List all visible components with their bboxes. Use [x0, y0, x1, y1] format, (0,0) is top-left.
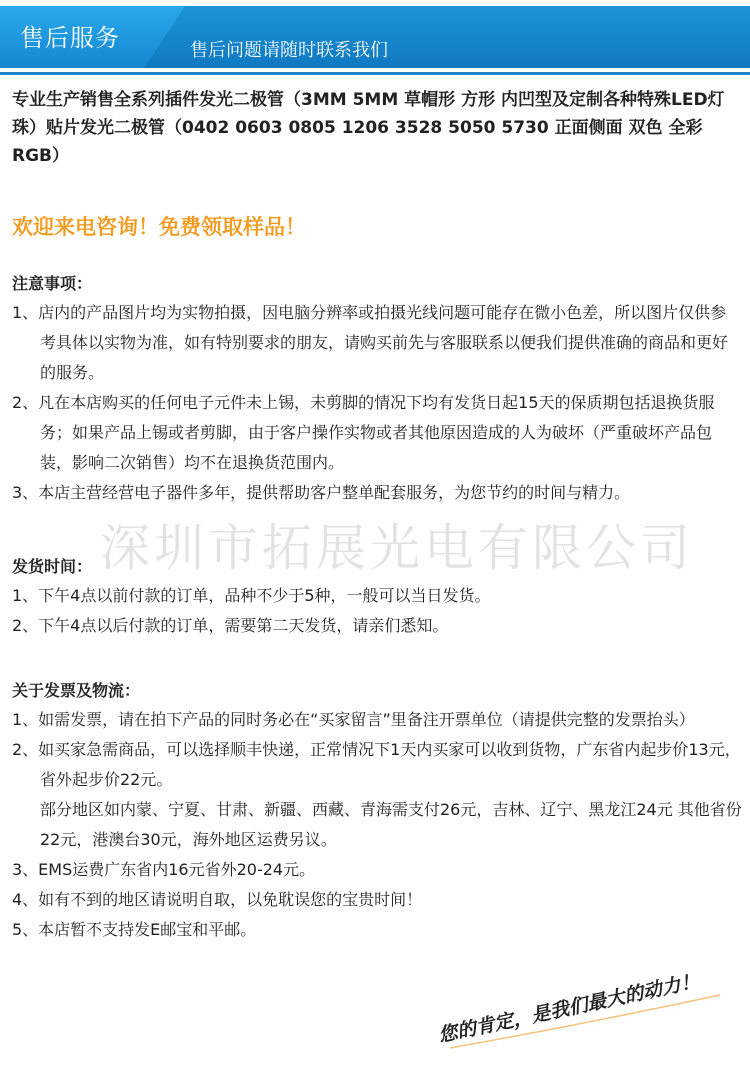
shipping-section	[12, 553, 742, 641]
welcome-text: 欢迎来电咨询！免费领取样品！	[12, 215, 306, 239]
invoice-title: 关于发票及物流：	[12, 681, 141, 700]
shipping-title: 发货时间：	[12, 557, 93, 576]
list-item: 3、本店主营经营电子器件多年，提供帮助客户整单配套服务，为您节约的时间与精力。	[12, 483, 631, 502]
list-item: 2、凡在本店购买的任何电子元件未上锡，未剪脚的情况下均有发货日起15天的保质期包括退换货服务；如果产品上锡或者剪脚，由于客户操作实物或者其他原因造成的人为破坏（严重破坏产品包装，影响二次销售）均不在退换货范围内。	[12, 393, 715, 472]
notice-title: 注意事项：	[12, 274, 93, 293]
page-subtitle: 售后问题请随时联系我们	[190, 40, 388, 61]
invoice-section	[12, 677, 742, 945]
signature-text: 您的肯定，是我们最大的动力！	[436, 970, 702, 1047]
signature-graphic	[430, 970, 730, 1050]
banner-divider	[0, 72, 750, 75]
intro-text: 专业生产销售全系列插件发光二极管（3MM 5MM 草帽形 方形 内凹型及定制各种特殊LED灯珠）贴片发光二极管（0402 0603 0805 1206 3528 5050 5730 正面侧面 双色 全彩RGB）	[12, 90, 725, 166]
invoice-extra-text: 部分地区如内蒙、宁夏、甘肃、新疆、西藏、青海需支付26元，吉林、辽宁、黑龙江24元 其他省份22元，港澳台30元，海外地区运费另议。	[40, 800, 742, 849]
list-item: 1、如需发票，请在拍下产品的同时务必在“买家留言”里备注开票单位（请提供完整的发票抬头）	[12, 710, 695, 729]
page-title: 售后服务	[20, 24, 120, 52]
company-watermark: 深圳市拓展光电有限公司	[100, 519, 694, 577]
list-item: 1、店内的产品图片均为实物拍摄，因电脑分辨率或拍摄光线问题可能存在微小色差，所以图片仅供参考具体以实物为准，如有特别要求的朋友，请购买前先与客服联系以便我们提供准确的商品和更好的服务。	[12, 303, 729, 382]
list-item: 3、EMS运费广东省内16元省外20-24元。	[12, 860, 316, 879]
header-banner	[0, 0, 750, 78]
list-item: 5、本店暂不支持发E邮宝和平邮。	[12, 920, 257, 939]
list-item: 2、下午4点以后付款的订单，需要第二天发货，请亲们悉知。	[12, 616, 449, 635]
list-item: 2、如买家急需商品，可以选择顺丰快递，正常情况下1天内买家可以收到货物，广东省内起步价13元，省外起步价22元。	[12, 740, 741, 789]
list-item: 4、如有不到的地区请说明自取，以免耽误您的宝贵时间！	[12, 890, 423, 909]
list-item: 1、下午4点以前付款的订单，品种不少于5种，一般可以当日发货。	[12, 586, 491, 605]
notice-section	[12, 270, 742, 508]
